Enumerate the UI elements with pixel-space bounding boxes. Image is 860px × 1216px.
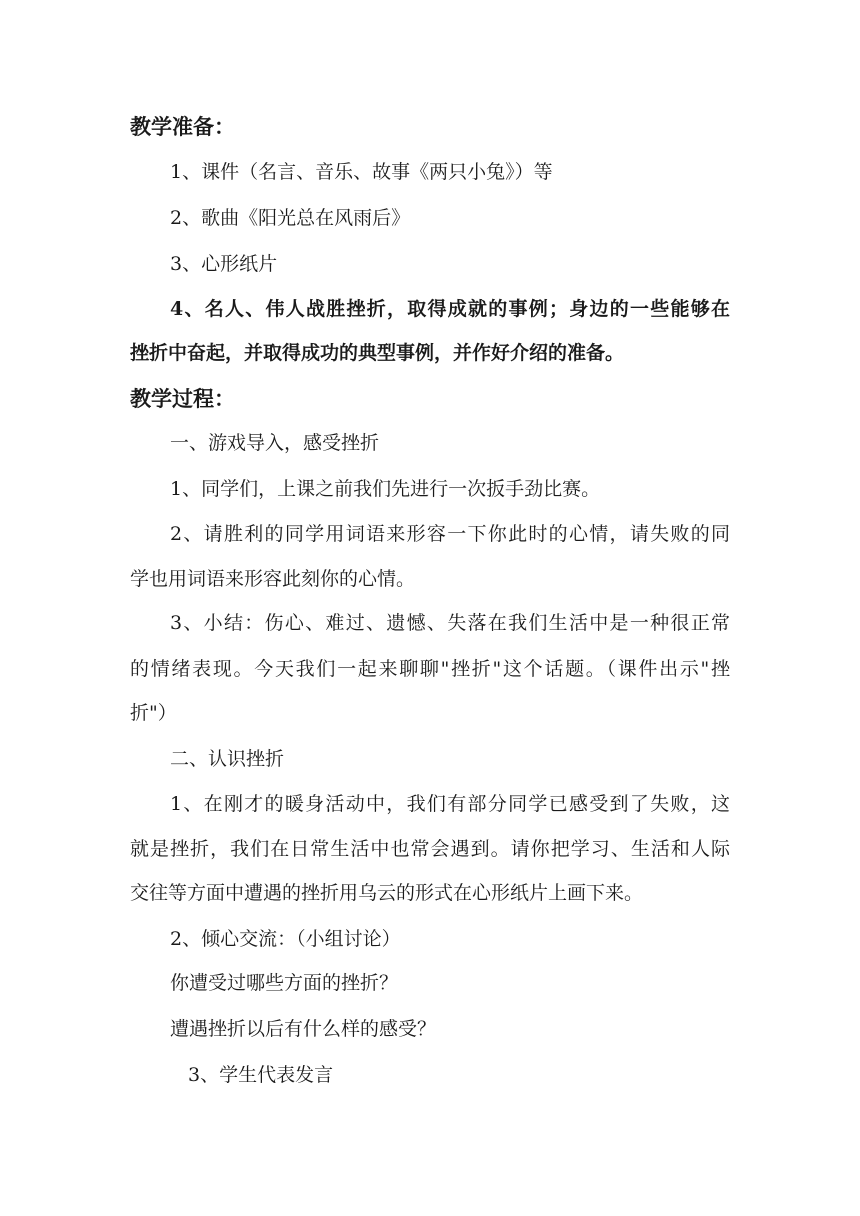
section-1-item-1: 1、同学们，上课之前我们先进行一次扳手劲比赛。 (170, 478, 601, 500)
section-2-question-1: 你遭受过哪些方面的挫折？ (170, 972, 399, 994)
section-2-item-1-line-1: 1、在刚才的暖身活动中，我们有部分同学已感受到了失败，这 (170, 793, 730, 815)
prep-item-4-line-2: 挫折中奋起，并取得成功的典型事例，并作好介绍的准备。 (130, 342, 625, 364)
prep-item-4-line-1: 4、名人、伟人战胜挫折，取得成就的事例；身边的一些能够在 (170, 298, 730, 320)
section-1-item-2-line-2: 学也用词语来形容此刻你的心情。 (130, 568, 416, 590)
prep-item-2: 2、歌曲《阳光总在风雨后》 (170, 207, 411, 229)
section-2-item-1-line-2: 就是挫折，我们在日常生活中也常会遇到。请你把学习、生活和人际 (130, 838, 730, 860)
section-2-item-2: 2、倾心交流：（小组讨论） (170, 928, 401, 950)
section-1-item-3-line-3: 折"） (130, 702, 177, 724)
section-1-item-3-line-2: 的情绪表现。今天我们一起来聊聊"挫折"这个话题。（课件出示"挫 (130, 658, 730, 680)
section-2-title: 二、认识挫折 (170, 748, 285, 770)
prep-item-1: 1、课件（名言、音乐、故事《两只小兔》）等 (170, 161, 553, 183)
section-1-title: 一、游戏导入，感受挫折 (170, 432, 380, 454)
prep-item-3: 3、心形纸片 (170, 253, 278, 275)
prep-heading: 教学准备： (130, 114, 235, 139)
section-1-item-3-line-1: 3、小结：伤心、难过、遗憾、失落在我们生活中是一种很正常 (170, 612, 730, 634)
section-1-item-2-line-1: 2、请胜利的同学用词语来形容一下你此时的心情，请失败的同 (170, 523, 730, 545)
section-2-item-3: 3、学生代表发言 (188, 1064, 334, 1086)
process-heading: 教学过程： (130, 386, 235, 411)
section-2-item-1-line-3: 交往等方面中遭遇的挫折用乌云的形式在心形纸片上画下来。 (130, 882, 644, 904)
section-2-question-2: 遭遇挫折以后有什么样的感受？ (170, 1018, 437, 1040)
